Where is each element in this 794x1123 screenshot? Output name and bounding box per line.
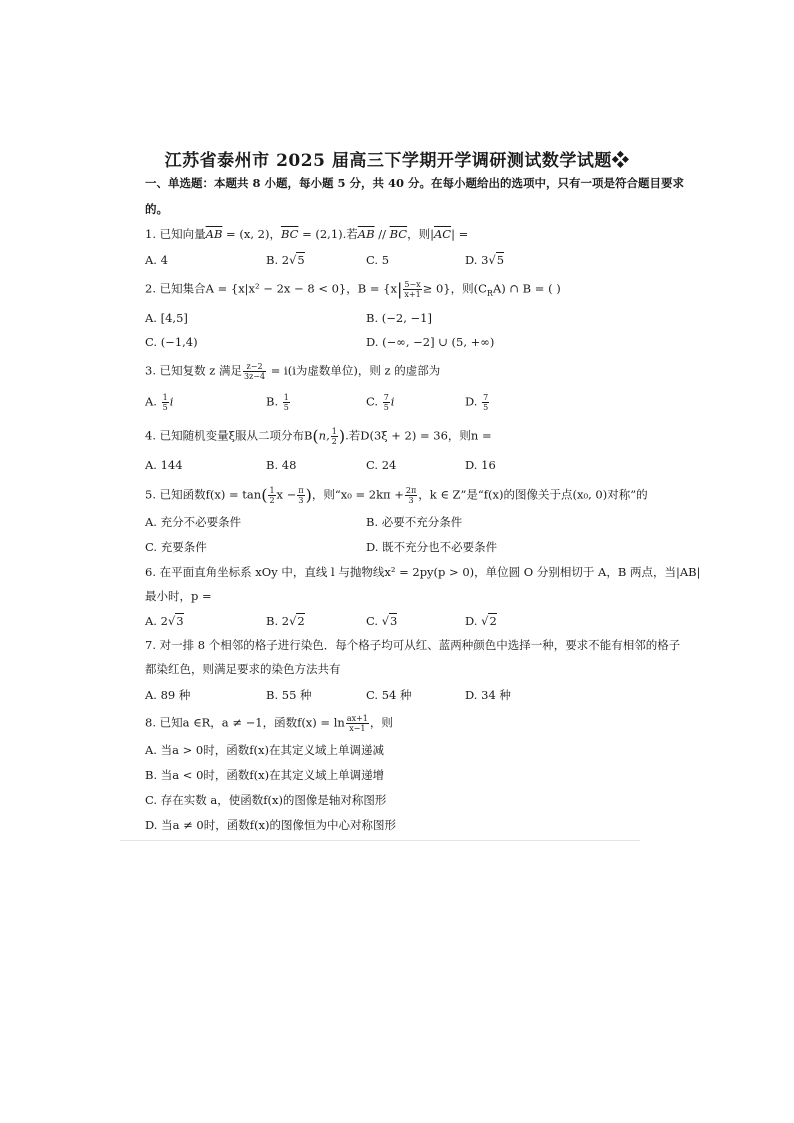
question-5: 5. 已知函数f(x) = tan( $\frac{1}{2}$ x − $\frac{\pi}{3}$ )，则“x₀ = 2kπ + $\frac{2\pi}{3}$ ，k ∈ Z”是“f(x)的图像关于点(x₀, 0)对称”的 bbox=[145, 485, 648, 505]
vector-ac: $\overline{AC}$ bbox=[433, 227, 452, 241]
q6-option-b: B. 2√2 bbox=[266, 614, 305, 628]
q8-option-c: C. 存在实数 a，使函数f(x)的图像是轴对称图形 bbox=[145, 793, 387, 807]
q3-fraction: $\frac{z-2}{3z-4}$ bbox=[244, 362, 266, 381]
q5-option-c: C. 充要条件 bbox=[145, 540, 207, 554]
q6-option-a: A. 2√3 bbox=[145, 614, 184, 628]
section-heading-cont: 的。 bbox=[145, 202, 168, 216]
q2-option-c: C. (−1,4) bbox=[145, 335, 198, 349]
q4-option-a: A. 144 bbox=[145, 458, 183, 472]
q1-option-c: C. 5 bbox=[366, 253, 390, 267]
q5-option-d: D. 既不充分也不必要条件 bbox=[366, 540, 498, 554]
q1-text-d: // bbox=[374, 227, 390, 241]
q4-option-b: B. 48 bbox=[266, 458, 297, 472]
q8-option-b: B. 当a < 0时，函数f(x)在其定义域上单调递增 bbox=[145, 768, 385, 782]
q5-option-a: A. 充分不必要条件 bbox=[145, 515, 242, 529]
vector-bc: $\overline{BC}$ bbox=[280, 227, 299, 241]
section-heading: 一、单选题：本题共 8 小题，每小题 5 分，共 40 分。在每小题给出的选项中，只有一项是符合题目要求 bbox=[145, 176, 685, 190]
q1-text-e: ，则| bbox=[407, 227, 434, 241]
q1-text-c: = (2,1).若 bbox=[298, 227, 358, 241]
q1-option-a: A. 4 bbox=[145, 253, 168, 267]
q2-fraction: $\frac{5-x}{x+1}$ bbox=[404, 280, 421, 299]
q1-option-d: D. 3√5 bbox=[465, 253, 505, 267]
q2-option-d: D. (−∞, −2] ∪ (5, +∞) bbox=[366, 335, 495, 349]
q3-option-d: D. $\frac{7}{5}$ bbox=[465, 393, 489, 412]
page-divider bbox=[120, 840, 640, 841]
q2-set-close: ≥ 0} bbox=[422, 281, 451, 296]
vector-bc: $\overline{BC}$ bbox=[389, 227, 408, 241]
q1-text-a: 1. 已知向量 bbox=[145, 227, 206, 241]
q8-option-a: A. 当a > 0时，函数f(x)在其定义域上单调递减 bbox=[145, 743, 384, 757]
q2-text-a: 2. 已知集合A = {x|x² − 2x − 8 < 0}，B = bbox=[145, 281, 384, 296]
q2-set-open: {x bbox=[383, 281, 397, 296]
q4-option-c: C. 24 bbox=[366, 458, 397, 472]
question-4: 4. 已知随机变量ξ服从二项分布B(n, $\frac{1}{2}$ ).若D(3ξ + 2) = 36，则n = bbox=[145, 426, 492, 446]
q2-text-b: ，则(C bbox=[450, 281, 487, 296]
q2-text-c: A) ∩ B = ( ) bbox=[492, 281, 561, 296]
vector-ab: $\overline{AB}$ bbox=[205, 227, 223, 241]
q1-option-b: B. 2√5 bbox=[266, 253, 305, 267]
question-7: 7. 对一排 8 个相邻的格子进行染色．每个格子均可从红、蓝两种颜色中选择一种，要求不能有相邻的格子 bbox=[145, 638, 681, 652]
q2-option-b: B. (−2, −1] bbox=[366, 311, 432, 325]
q2-subscript: R bbox=[486, 288, 493, 298]
q8-option-d: D. 当a ≠ 0时，函数f(x)的图像恒为中心对称图形 bbox=[145, 818, 396, 832]
question-7-cont: 都染红色，则满足要求的染色方法共有 bbox=[145, 662, 341, 676]
q6-option-d: D. √2 bbox=[465, 614, 497, 628]
q2-option-a: A. [4,5] bbox=[145, 311, 188, 325]
q6-option-c: C. √3 bbox=[366, 614, 398, 628]
question-6: 6. 在平面直角坐标系 xOy 中，直线 l 与抛物线x² = 2py(p > 0)，单位圆 O 分别相切于 A，B 两点，当|AB| bbox=[145, 565, 701, 579]
q4-option-d: D. 16 bbox=[465, 458, 496, 472]
q3-option-b: B. $\frac{1}{5}$ bbox=[266, 393, 289, 412]
q7-option-b: B. 55 种 bbox=[266, 688, 312, 702]
question-1 bbox=[145, 226, 468, 242]
q1-text-f: | = bbox=[451, 227, 469, 241]
question-2: 2. 已知集合A = {x|x² − 2x − 8 < 0}，B = {x| $\frac{5-x}{x+1}$ ≥ 0}，则$(C_RA)$ ∩ B = ( ) bbox=[145, 279, 561, 299]
question-6-cont: 最小时，p = bbox=[145, 589, 212, 603]
page-title: 江苏省泰州市 2025 届高三下学期开学调研测试数学试题❖ bbox=[164, 151, 630, 171]
q1-text-b: = (x, 2)， bbox=[222, 227, 281, 241]
question-8: 8. 已知a ∈R，a ≠ −1，函数f(x) = ln $\frac{ax+1}{x-1}$ ，则 bbox=[145, 714, 393, 733]
q3-option-c: C. $\frac{7}{5}$ i bbox=[366, 393, 395, 412]
q8-fraction: $\frac{ax+1}{x-1}$ bbox=[346, 714, 368, 733]
q7-option-d: D. 34 种 bbox=[465, 688, 511, 702]
q3-option-a: A. $\frac{1}{5}$ i bbox=[145, 393, 174, 412]
question-3: 3. 已知复数 z 满足 $\frac{z-2}{3z-4}$ = i(i为虚数单位)，则 z 的虚部为 bbox=[145, 362, 441, 381]
q4-fraction: $\frac{1}{2}$ bbox=[331, 427, 337, 446]
vector-ab: $\overline{AB}$ bbox=[357, 227, 375, 241]
q7-option-a: A. 89 种 bbox=[145, 688, 191, 702]
q7-option-c: C. 54 种 bbox=[366, 688, 412, 702]
q5-option-b: B. 必要不充分条件 bbox=[366, 515, 463, 529]
